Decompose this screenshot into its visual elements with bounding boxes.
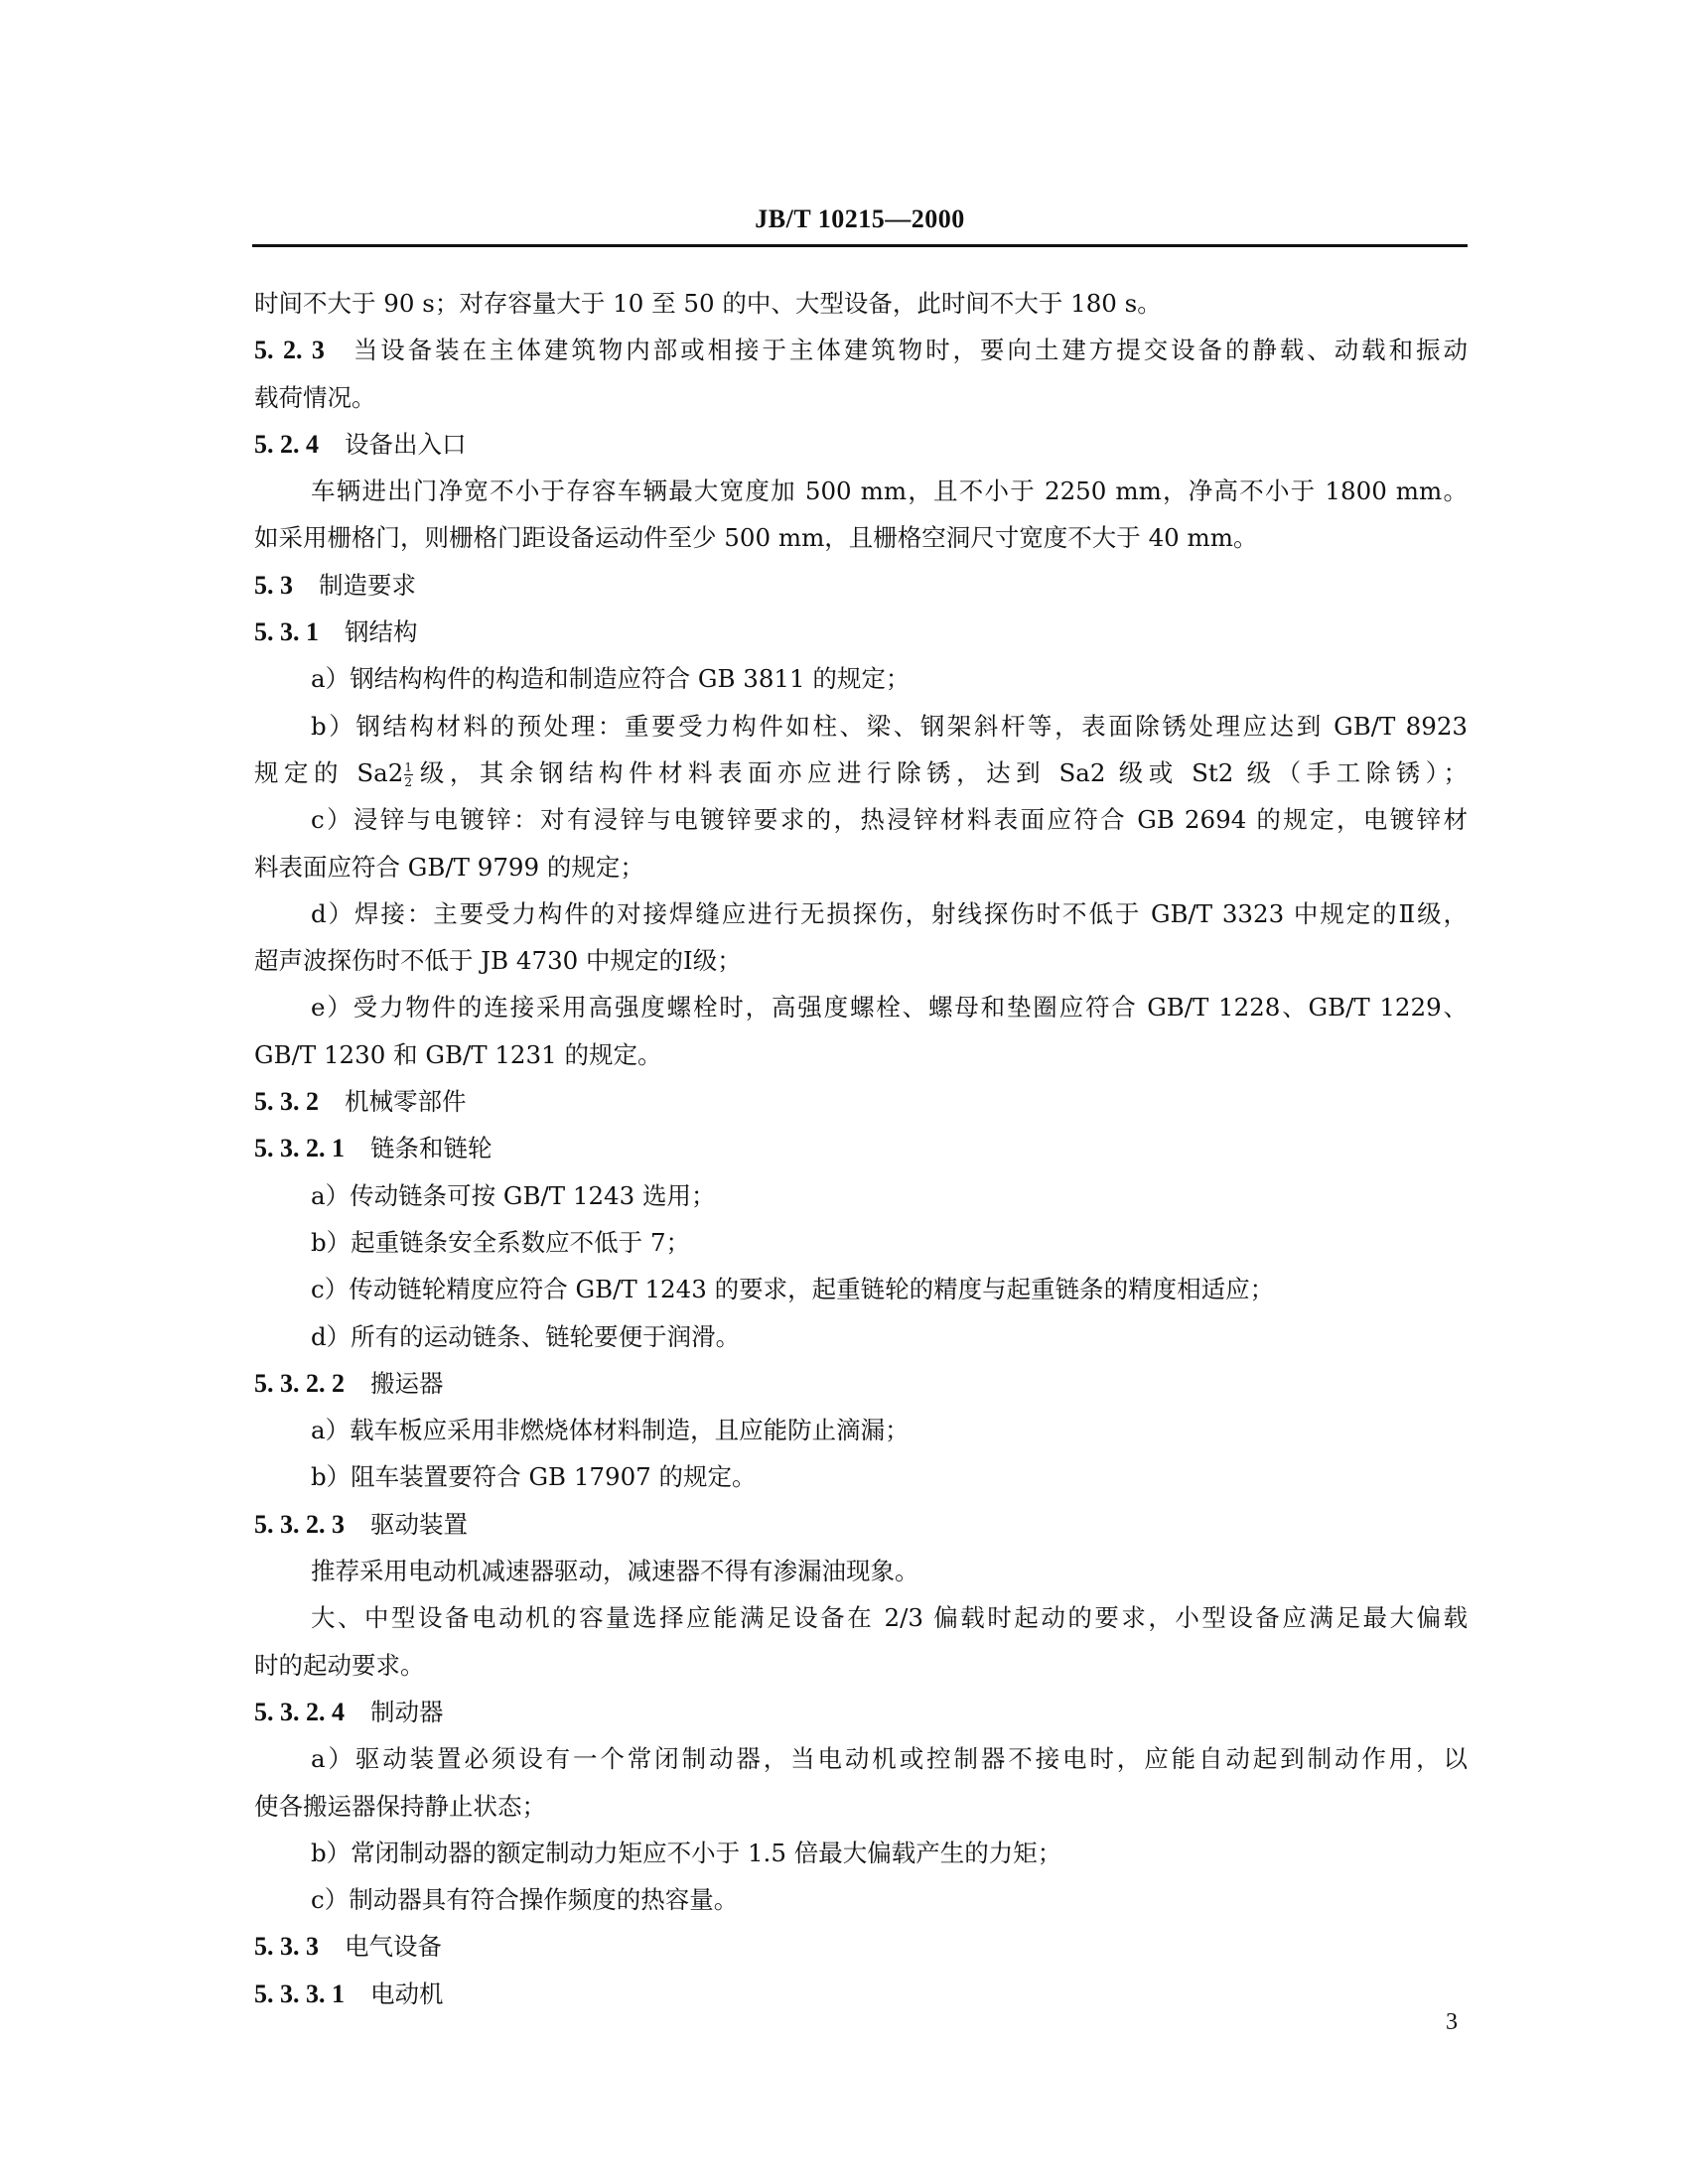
list-item: a）驱动装置必须设有一个常闭制动器，当电动机或控制器不接电时，应能自动起到制动作用，以 [311, 1744, 1468, 1774]
fraction-numerator: 1 [404, 759, 412, 774]
clause-5-3-3 [254, 1923, 1468, 1970]
header-rule [252, 244, 1468, 247]
clause-number: 5. 3. 1 [254, 617, 319, 647]
clause-number: 5. 3. 3 [254, 1932, 319, 1962]
fraction-one-half [404, 761, 413, 788]
document-body [254, 280, 1468, 2017]
clause-title: 设备出入口 [345, 429, 467, 459]
clause-5-3-2-1 [254, 1125, 1468, 1171]
list-item: b）起重链条安全系数应不低于 7； [311, 1227, 691, 1257]
text-line [254, 750, 1468, 796]
text-line: 料表面应符合 GB/T 9799 的规定； [254, 852, 644, 882]
clause-text: 当设备装在主体建筑物内部或相接于主体建筑物时，要向土建方提交设备的静载、动载和振动 [350, 336, 1469, 365]
clause-5-3-2-3 [254, 1501, 1468, 1548]
clause-5-3 [254, 562, 1468, 609]
clause-title: 制造要求 [319, 570, 416, 600]
text-line: 大、中型设备电动机的容量选择应能满足设备在 2/3 偏载时起动的要求，小型设备应满足最大偏载 [311, 1603, 1468, 1633]
clause-number: 5. 3. 2. 3 [254, 1509, 345, 1539]
list-item: d）所有的运动链条、链轮要便于润滑。 [311, 1321, 741, 1351]
clause-title: 机械零部件 [345, 1087, 467, 1117]
clause-number: 5. 3. 2. 1 [254, 1134, 345, 1163]
list-item: c）传动链轮精度应符合 GB/T 1243 的要求，起重链轮的精度与起重链条的精度相适应； [311, 1275, 1275, 1304]
text-line: 如采用栅格门，则栅格门距设备运动件至少 500 mm，且栅格空洞尺寸宽度不大于 40 mm。 [254, 523, 1258, 553]
text-line: 车辆进出门净宽不小于存容车辆最大宽度加 500 mm，且不小于 2250 mm，净高不小于 1800 mm。 [311, 477, 1468, 506]
clause-title: 驱动装置 [370, 1509, 468, 1539]
page-number: 3 [1446, 2009, 1458, 2035]
clause-number: 5. 3. 2 [254, 1087, 319, 1117]
list-item: b）常闭制动器的额定制动力矩应不小于 1.5 倍最大偏载产生的力矩； [311, 1838, 1062, 1867]
clause-number: 5. 2. 4 [254, 429, 319, 459]
list-item: a）载车板应采用非燃烧体材料制造，且应能防止滴漏； [311, 1416, 910, 1445]
text-line: 使各搬运器保持静止状态； [254, 1791, 546, 1821]
clause-5-3-3-1 [254, 1971, 1468, 2017]
text-line: GB/T 1230 和 GB/T 1231 的规定。 [254, 1039, 662, 1069]
clause-number: 5. 3. 2. 2 [254, 1368, 345, 1398]
clause-5-3-2-4 [254, 1689, 1468, 1735]
clause-title: 电动机 [370, 1979, 444, 2008]
list-item: b）阻车装置要符合 GB 17907 的规定。 [311, 1462, 757, 1492]
clause-title: 钢结构 [345, 617, 418, 647]
clause-title: 制动器 [370, 1697, 444, 1726]
standard-code-header: JB/T 10215—2000 [755, 205, 965, 233]
text-line: 推荐采用电动机减速器驱动，减速器不得有渗漏油现象。 [311, 1557, 919, 1586]
list-item: e）受力物件的连接采用高强度螺栓时，高强度螺栓、螺母和垫圈应符合 GB/T 1228、GB/T 1229、 [311, 993, 1468, 1023]
clause-number: 5. 3 [254, 570, 293, 600]
clause-title: 电气设备 [345, 1932, 442, 1962]
list-item: d）焊接：主要受力构件的对接焊缝应进行无损探伤，射线探伤时不低于 GB/T 3323 中规定的Ⅱ级， [311, 898, 1468, 928]
clause-number: 5. 2. 3 [254, 336, 325, 365]
clause-5-2-4 [254, 421, 1468, 468]
fraction-denominator: 2 [404, 774, 412, 789]
clause-title: 链条和链轮 [370, 1134, 492, 1163]
clause-number: 5. 3. 3. 1 [254, 1979, 345, 2008]
clause-title: 搬运器 [370, 1368, 444, 1398]
clause-5-3-2 [254, 1078, 1468, 1125]
clause-5-2-3 [254, 327, 1468, 373]
text-segment: 规定的 Sa2 [254, 757, 404, 787]
text-line: 时的起动要求。 [254, 1650, 425, 1680]
text-line: 时间不大于 90 s；对存容量大于 10 至 50 的中、大型设备，此时间不大于 180 s。 [254, 289, 1162, 318]
list-item: c）制动器具有符合操作频度的热容量。 [311, 1885, 739, 1915]
clause-5-3-2-2 [254, 1360, 1468, 1407]
text-line: 超声波探伤时不低于 JB 4730 中规定的Ⅰ级； [254, 946, 742, 976]
list-item: a）传动链条可按 GB/T 1243 选用； [311, 1180, 716, 1210]
list-item: b）钢结构材料的预处理：重要受力构件如柱、梁、钢架斜杆等，表面除锈处理应达到 GB/T 8923 [311, 711, 1468, 741]
text-line: 载荷情况。 [254, 382, 376, 412]
text-segment: 级，其余钢结构件材料表面亦应进行除锈，达到 Sa2 级或 St2 级（手工除锈）； [414, 757, 1468, 787]
clause-5-3-1 [254, 609, 1468, 655]
list-item: a）钢结构构件的构造和制造应符合 GB 3811 的规定； [311, 664, 911, 694]
clause-number: 5. 3. 2. 4 [254, 1697, 345, 1726]
list-item: c）浸锌与电镀锌：对有浸锌与电镀锌要求的，热浸锌材料表面应符合 GB 2694 的规定，电镀锌材 [311, 805, 1468, 835]
